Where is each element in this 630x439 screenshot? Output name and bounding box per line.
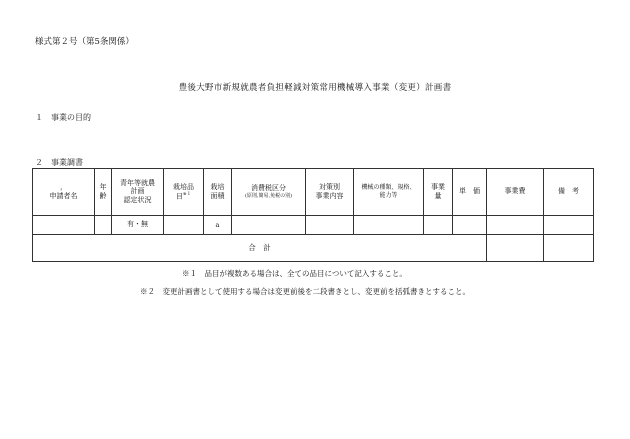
header-quantity: 事業 量 xyxy=(424,169,453,216)
cell-total-remarks[interactable] xyxy=(544,234,594,261)
header-youth-plan-status: 青年等就農 計画 認定状況 xyxy=(112,169,164,216)
project-survey-table xyxy=(32,168,594,262)
header-applicant: ， 申請者名 xyxy=(33,169,95,216)
header-project-cost: 事業費 xyxy=(487,169,544,216)
table-row xyxy=(33,215,594,234)
footnote-2: ※２ 変更計画書として使用する場合は変更前後を二段書きとし、変更前を括弧書きとすること。 xyxy=(140,287,470,296)
cell-quantity[interactable] xyxy=(424,215,453,234)
table-total-row xyxy=(33,234,594,261)
header-tax-category: 消費税区分 (原則,簡易,免税の別) xyxy=(232,169,306,216)
cell-crop[interactable] xyxy=(164,215,204,234)
section-purpose-heading: １ 事業の目的 xyxy=(35,113,91,122)
cell-youth-status[interactable]: 有・無 xyxy=(112,215,164,234)
header-measure-content: 対策別 事業内容 xyxy=(306,169,354,216)
document-title: 豊後大野市新規就農者負担軽減対策常用機械導入事業（変更）計画書 xyxy=(178,83,452,93)
table-header-row xyxy=(33,169,594,216)
header-remarks: 備 考 xyxy=(544,169,594,216)
cell-cost[interactable] xyxy=(487,215,544,234)
header-age: 年 齢 xyxy=(95,169,112,216)
cell-machine[interactable] xyxy=(354,215,424,234)
cell-unit-price[interactable] xyxy=(453,215,487,234)
section-survey-heading: ２ 事業調書 xyxy=(35,158,83,167)
cell-area[interactable]: a xyxy=(204,215,232,234)
header-crop: 栽培品 目$^{※1}$ xyxy=(164,169,204,216)
cell-applicant[interactable] xyxy=(33,215,95,234)
footnote-ref: ※１ xyxy=(182,191,192,197)
cell-tax[interactable] xyxy=(232,215,306,234)
form-number: 様式第２号（第5条関係） xyxy=(35,37,134,47)
cell-age[interactable] xyxy=(95,215,112,234)
total-label: 合 計 xyxy=(33,234,487,261)
cell-remarks[interactable] xyxy=(544,215,594,234)
header-unit-price: 単 価 xyxy=(453,169,487,216)
header-cultivated-area: 栽培 面積 xyxy=(204,169,232,216)
cell-measure[interactable] xyxy=(306,215,354,234)
header-machine-spec: 機械の種類、規格、 能力等 xyxy=(354,169,424,216)
footnote-1: ※１ 品目が複数ある場合は、全ての品目について記入すること。 xyxy=(182,269,407,278)
cell-total-cost[interactable] xyxy=(487,234,544,261)
